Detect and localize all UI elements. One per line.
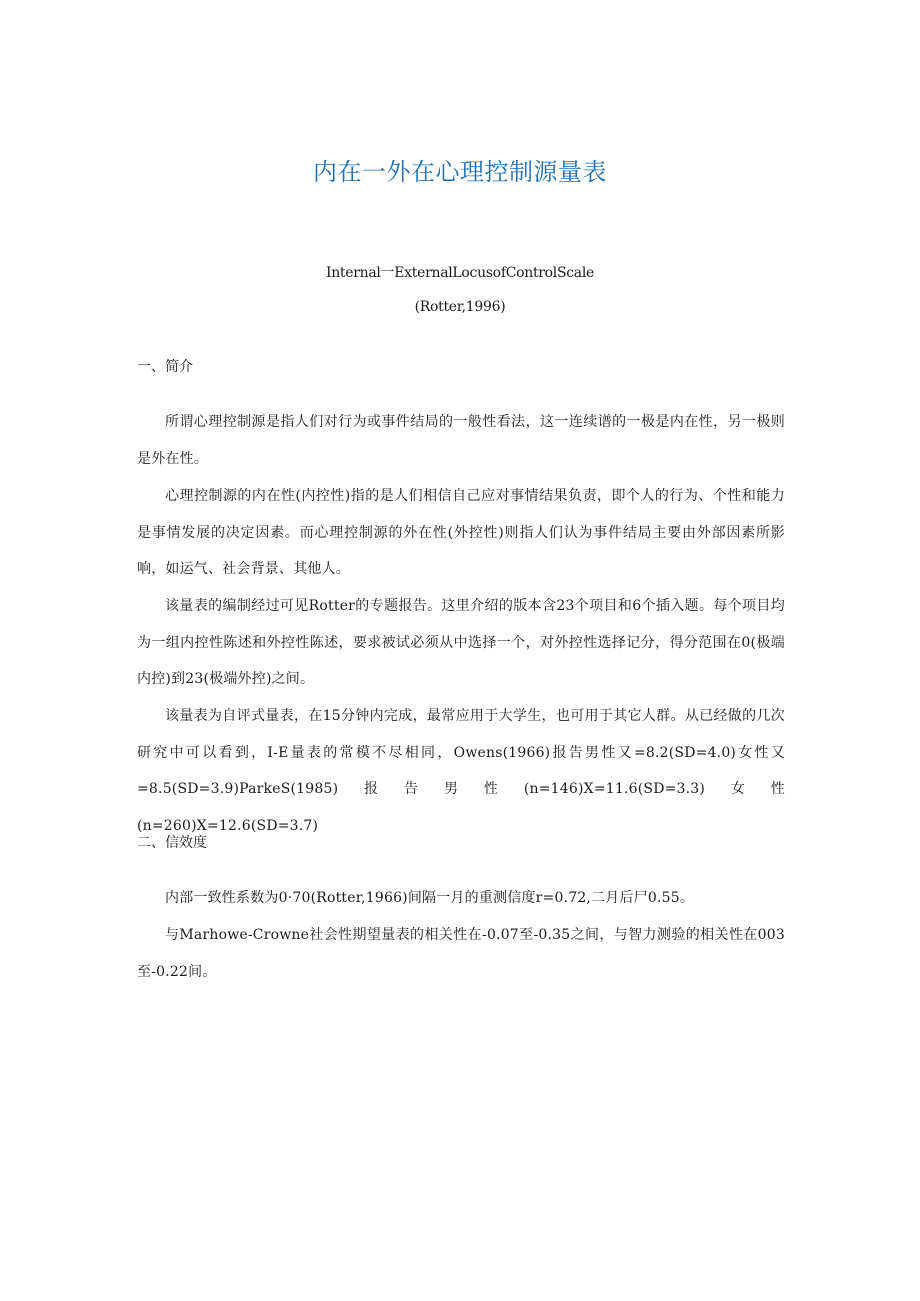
paragraph: 与Marhowe-Crowne社会性期望量表的相关性在-0.07至-0.35之间，与智力测验的相关性在003至-0.22间。 <box>137 927 785 980</box>
paragraph: 该量表的编制经过可见Rotter的专题报告。这里介绍的版本含23个项目和6个插入题。每个项目均为一组内控性陈述和外控性陈述，要求被试必须从中选择一个，对外控性选择记分，得分范围在0(极端内控)到23(极端外控)之间。 <box>137 598 785 687</box>
citation: (Rotter,1996) <box>414 299 506 315</box>
section-heading-intro: 一、简介 <box>137 359 193 375</box>
paragraph: 该量表为自评式量表，在15分钟内完成，最常应用于大学生，也可用于其它人群。从已经做的几次研究中可以看到，I-E量表的常模不尽相同，Owens(1966)报告男性又=8.2(SD=4.0)女性又=8.5(SD=3.9)ParkeS(1985)报告男性(n=146)X=11.6(SD=3.3)女性(n=260)X=12.6(SD=3.7) <box>137 708 785 834</box>
english-subtitle: Internal一ExternalLocusofControlScale <box>325 265 595 281</box>
section-heading-reliability: 二、信效度 <box>137 835 207 851</box>
paragraph: 心理控制源的内在性(内控性)指的是人们相信自己应对事情结果负责，即个人的行为、个性和能力是事情发展的决定因素。而心理控制源的外在性(外控性)则指人们认为事件结局主要由外部因素所影响，如运气、社会背景、其他人。 <box>137 488 785 577</box>
paragraph: 所谓心理控制源是指人们对行为或事件结局的一般性看法，这一连续谱的一极是内在性，另一极则是外在性。 <box>137 414 785 467</box>
paragraph: 内部一致性系数为0·70(Rotter,1966)间隔一月的重测信度r=0.72,二月后尸0.55。 <box>165 890 695 906</box>
document-title: 内在一外在心理控制源量表 <box>313 158 607 186</box>
